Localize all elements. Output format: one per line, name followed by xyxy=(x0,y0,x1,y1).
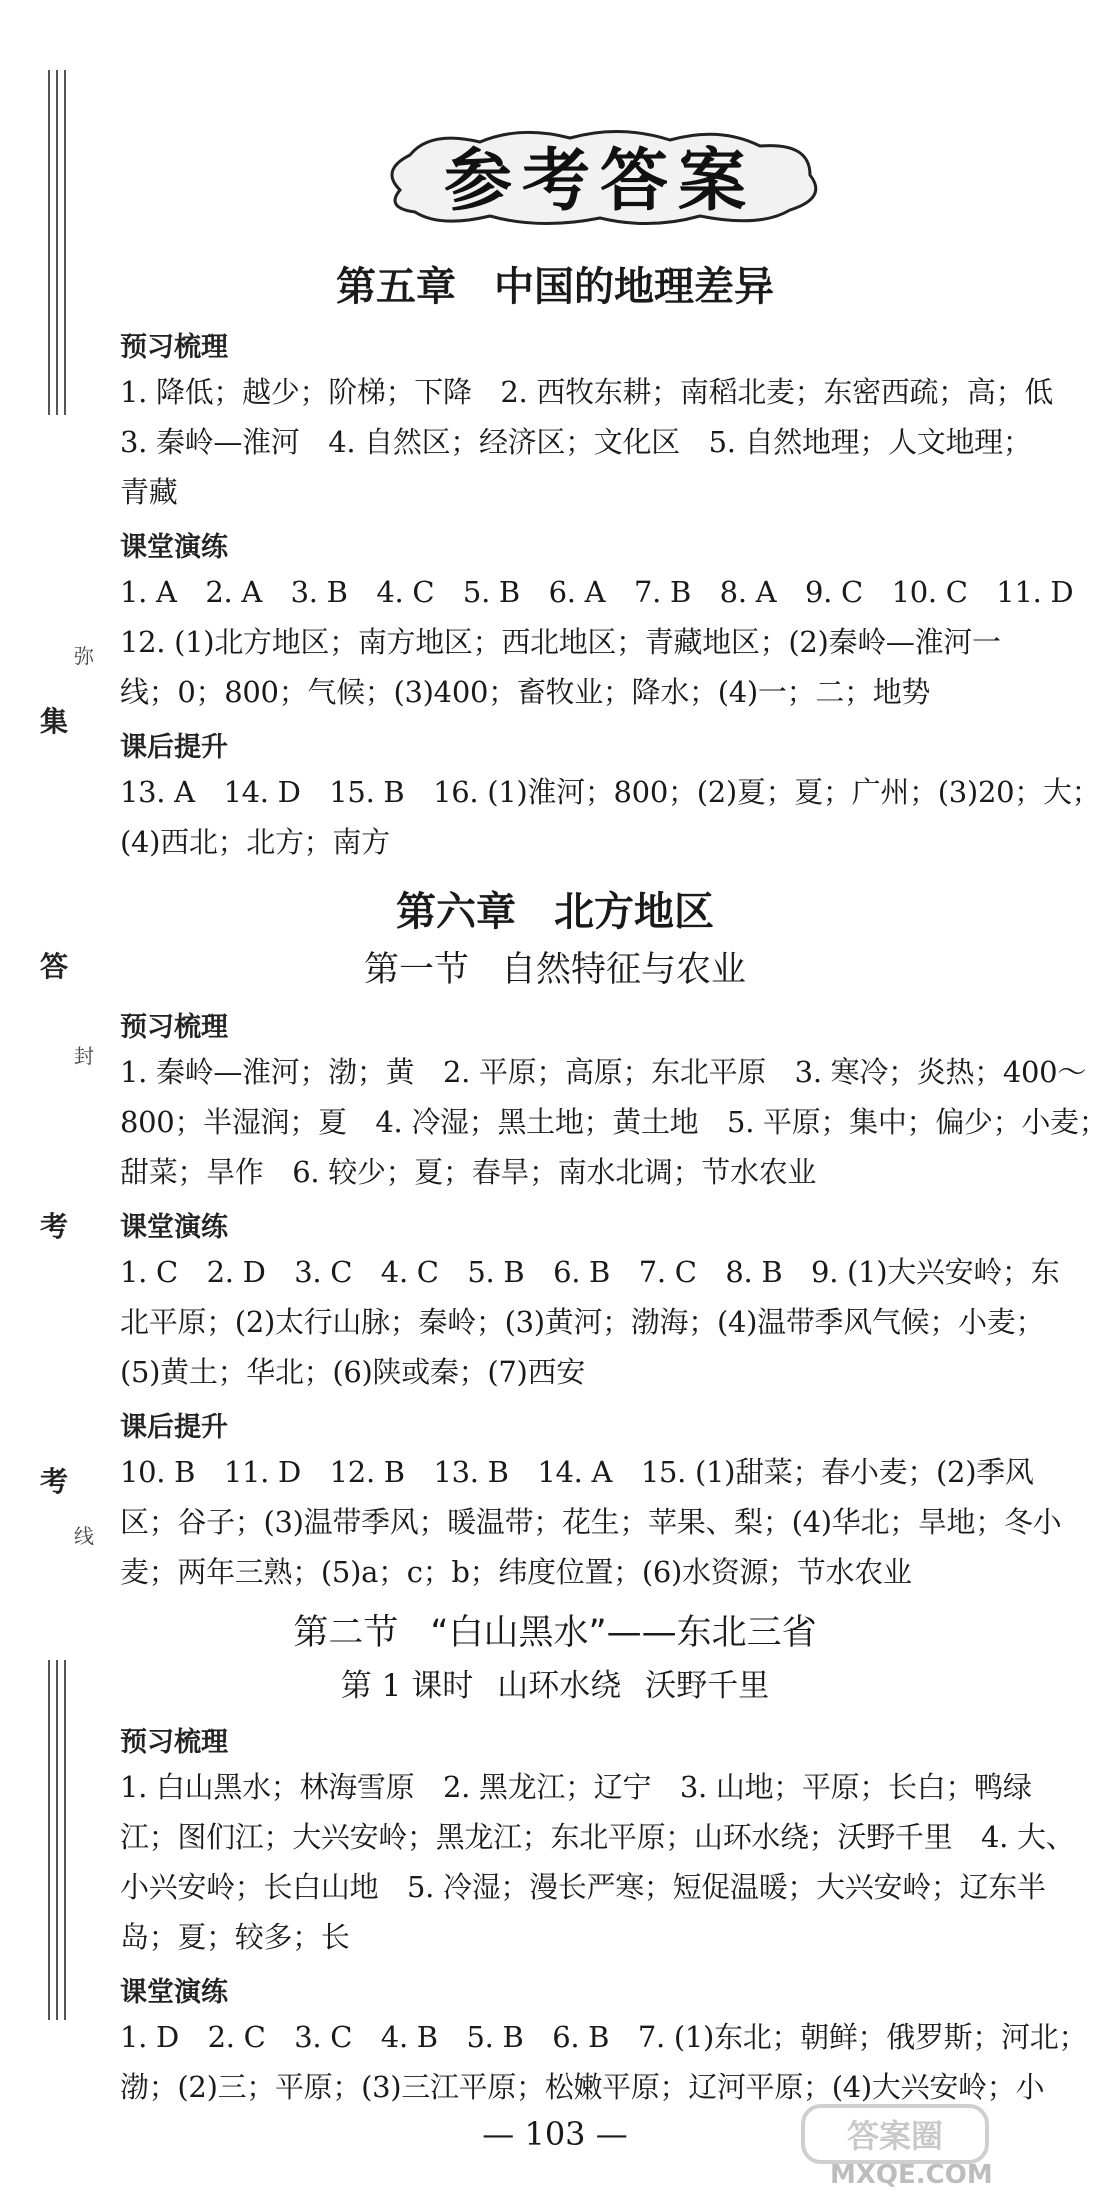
binding-line xyxy=(64,1660,66,2020)
answer-line: (4)西北；北方；南方 xyxy=(120,825,390,859)
watermark-brand: 答案圈 xyxy=(846,2117,944,2155)
section-1-name: 自然特征与农业 xyxy=(501,950,747,990)
title-banner xyxy=(370,120,830,230)
chapter-6-number: 第六章 xyxy=(396,888,516,935)
margin-label-kao-2: 考 xyxy=(40,1465,69,1498)
margin-label-ji: 集 xyxy=(40,705,69,738)
answer-line: 小兴安岭；长白山地 5. 冷湿；漫长严寒；短促温暖；大兴安岭；辽东半 xyxy=(120,1870,1046,1904)
answer-line: 800；半湿润；夏 4. 冷湿；黑土地；黄土地 5. 平原；集中；偏少；小麦； xyxy=(120,1105,1107,1139)
section-2-number: 第二节 xyxy=(293,1613,399,1653)
binding-line xyxy=(48,1660,50,2020)
margin-char-mi: 弥 xyxy=(74,644,94,668)
chapter-5-number: 第五章 xyxy=(336,263,456,310)
chapter-6-title xyxy=(120,880,990,937)
lesson-1-name-a: 山环水绕 xyxy=(497,1668,622,1704)
answer-line: 区；谷子；(3)温带季风；暖温带；花生；苹果、梨；(4)华北；旱地；冬小 xyxy=(120,1505,1062,1539)
heading-classroom: 课堂演练 xyxy=(120,1212,228,1243)
page-number: — 103 — xyxy=(482,2115,628,2153)
section-2-title xyxy=(120,1605,990,1655)
answer-line: (5)黄土；华北；(6)陕或秦；(7)西安 xyxy=(120,1355,585,1389)
heading-after-class: 课后提升 xyxy=(120,732,228,763)
answer-line: 10. B 11. D 12. B 13. B 14. A 15. (1)甜菜；春小麦；(2)季风 xyxy=(120,1455,1034,1489)
binding-margin xyxy=(0,0,120,2195)
answer-line: 江；图们江；大兴安岭；黑龙江；东北平原；山环水绕；沃野千里 4. 大、 xyxy=(120,1820,1075,1854)
section-1-title xyxy=(120,942,990,992)
chapter-6-name: 北方地区 xyxy=(554,888,714,935)
banner-title: 参考答案 xyxy=(443,140,756,221)
heading-after-class: 课后提升 xyxy=(120,1412,228,1443)
answer-line: 1. D 2. C 3. C 4. B 5. B 6. B 7. (1)东北；朝鲜；俄罗斯；河北； xyxy=(120,2020,1088,2054)
binding-line xyxy=(48,70,50,415)
margin-char-xian: 线 xyxy=(74,1524,94,1548)
answer-line: 1. 白山黑水；林海雪原 2. 黑龙江；辽宁 3. 山地；平原；长白；鸭绿 xyxy=(120,1770,1032,1804)
answer-line: 12. (1)北方地区；南方地区；西北地区；青藏地区；(2)秦岭—淮河一 xyxy=(120,625,1001,659)
watermark-url: MXQE.COM xyxy=(830,2160,993,2190)
answer-line: 麦；两年三熟；(5)a；c；b；纬度位置；(6)水资源；节水农业 xyxy=(120,1555,912,1589)
answer-line: 北平原；(2)太行山脉；秦岭；(3)黄河；渤海；(4)温带季风气候；小麦； xyxy=(120,1305,1045,1339)
binding-line xyxy=(56,1660,58,2020)
answer-line: 青藏 xyxy=(120,475,178,509)
margin-char-feng: 封 xyxy=(74,1044,94,1068)
lesson-1-name-b: 沃野千里 xyxy=(645,1668,770,1704)
answer-line: 岛；夏；较多；长 xyxy=(120,1920,350,1954)
heading-preview: 预习梳理 xyxy=(120,332,228,363)
lesson-1-title xyxy=(120,1660,990,1705)
answer-line: 1. A 2. A 3. B 4. C 5. B 6. A 7. B 8. A 9. C 10. C 11. D xyxy=(120,575,1074,609)
chapter-5-name: 中国的地理差异 xyxy=(494,263,774,310)
answer-line: 线；0；800；气候；(3)400；畜牧业；降水；(4)一；二；地势 xyxy=(120,675,931,709)
answer-line: 1. C 2. D 3. C 4. C 5. B 6. B 7. C 8. B 9. (1)大兴安岭；东 xyxy=(120,1255,1060,1289)
answer-line: 1. 秦岭—淮河；渤；黄 2. 平原；高原；东北平原 3. 寒冷；炎热；400～ xyxy=(120,1055,1087,1089)
section-2-name: “白山黑水”——东北三省 xyxy=(430,1613,817,1653)
heading-classroom: 课堂演练 xyxy=(120,532,228,563)
heading-preview: 预习梳理 xyxy=(120,1727,228,1758)
answer-line: 13. A 14. D 15. B 16. (1)淮河；800；(2)夏；夏；广州；(3)20；大； xyxy=(120,775,1101,809)
binding-line xyxy=(64,70,66,415)
margin-label-da: 答 xyxy=(40,950,69,983)
heading-classroom: 课堂演练 xyxy=(120,1977,228,2008)
chapter-5-title xyxy=(120,255,990,312)
heading-preview: 预习梳理 xyxy=(120,1012,228,1043)
binding-line xyxy=(56,70,58,415)
answer-line: 甜菜；旱作 6. 较少；夏；春旱；南水北调；节水农业 xyxy=(120,1155,817,1189)
lesson-1-number: 第 1 课时 xyxy=(340,1668,474,1704)
answer-line: 渤；(2)三；平原；(3)三江平原；松嫩平原；辽河平原；(4)大兴安岭；小 xyxy=(120,2070,1045,2104)
answer-line: 3. 秦岭—淮河 4. 自然区；经济区；文化区 5. 自然地理；人文地理； xyxy=(120,425,1032,459)
answer-line: 1. 降低；越少；阶梯；下降 2. 西牧东耕；南稻北麦；东密西疏；高；低 xyxy=(120,375,1053,409)
section-1-number: 第一节 xyxy=(363,950,469,990)
margin-label-kao: 考 xyxy=(40,1210,69,1243)
